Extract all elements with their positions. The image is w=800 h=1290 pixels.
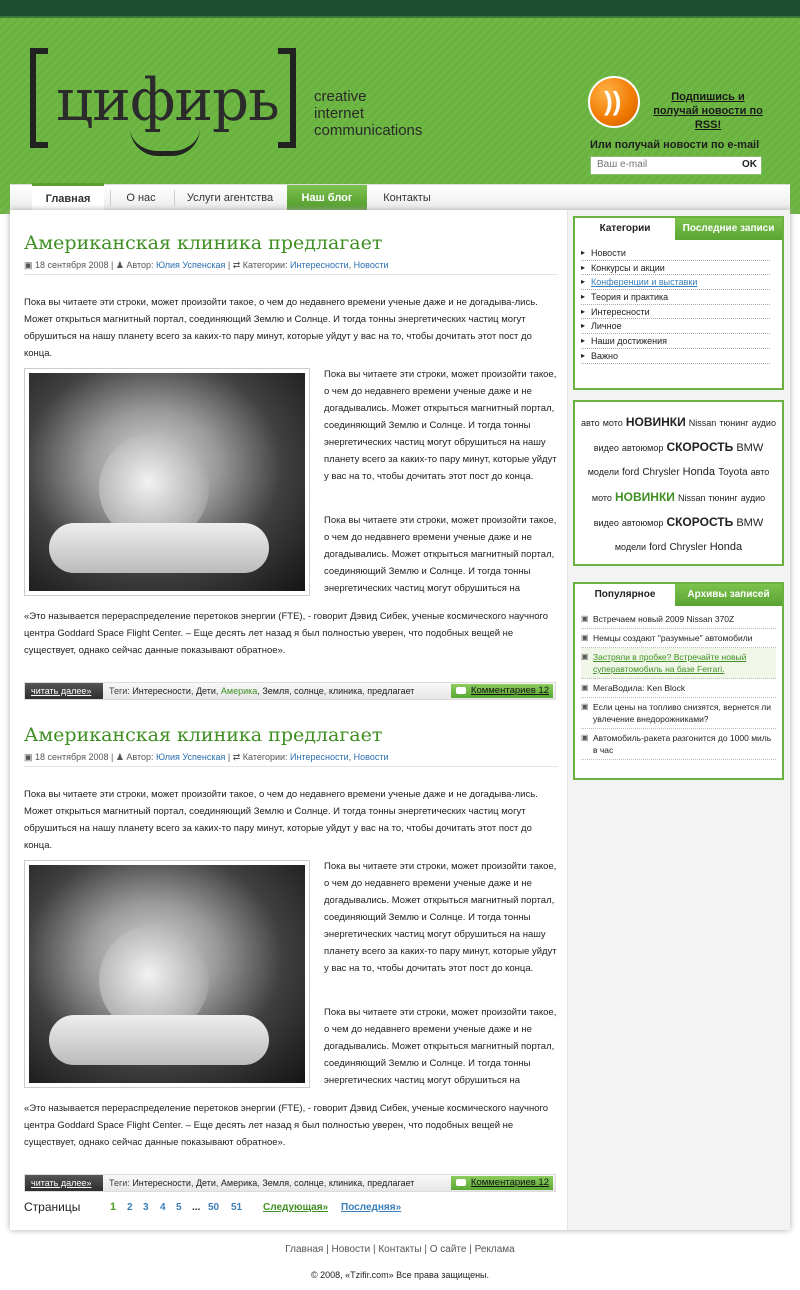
tag-link[interactable]: Дети [195,1178,216,1188]
categories-label: Категории: [242,260,288,270]
cloud-tag[interactable]: BMW [736,442,764,454]
tag-link[interactable]: солнце [294,1178,324,1188]
cloud-tag[interactable]: ford [622,467,640,478]
cloud-tag[interactable]: авто [750,467,770,477]
category-item[interactable]: ▸ Конференции и выставки [581,275,770,290]
footer-link-home[interactable]: Главная [285,1244,324,1255]
category-item[interactable]: ▸ Личное [581,319,770,334]
cloud-tag[interactable]: аудио [751,418,776,428]
cloud-tag[interactable]: мото [591,493,612,503]
tags-label: Теги: [109,686,130,696]
read-more-button[interactable]: читать далее» [25,683,103,699]
tag-link[interactable]: Америка [220,1178,258,1188]
read-more-button[interactable]: читать далее» [25,1175,103,1191]
tagline-line: creative [314,88,367,105]
post-meta: ▣ 18 сентября 2008 | ♟ Автор: Юлия Успенская | ⇄ Категории: Интересности, Новости [24,752,558,767]
category-item[interactable]: ▸ Конкурсы и акции [581,261,770,276]
category-item[interactable]: ▸ Новости [581,246,770,261]
page-link[interactable]: 50 [208,1202,220,1213]
top-strip [0,0,800,18]
copyright: © 2008, «Tzifir.com» Все права защищены. [310,1270,490,1280]
tag-link[interactable]: солнце [294,686,324,696]
tab-archives[interactable]: Архивы записей [675,584,782,606]
popular-item[interactable]: ▣ Застряли в пробке? Встречайте новый суперавтомобиль на базе Ferrari. [581,648,776,679]
blog-post [24,232,558,696]
email-form [590,156,762,175]
post-quote: «Это называется перераспределение перетоков энергии (FTE), - говорит Дэвид Сибек, ученые космического научного центра Goddard Space Flight Center. – Еще десять лет назад я был полностью уверен, что подобных вещей не существует, однако сейчас данные показывают обратное». [24,611,549,656]
popular-widget [573,582,784,780]
logo-word: цифирь [56,66,279,134]
tag-link[interactable]: клиника [328,1178,363,1188]
category-icon: ⇄ [232,752,241,762]
nav-item-services[interactable]: Услуги агентства [186,192,274,204]
cloud-tag[interactable]: Chrysler [642,467,680,478]
category-item[interactable]: ▸ Наши достижения [581,334,770,349]
cloud-tag[interactable]: мото [602,418,623,428]
author-link[interactable]: Юлия Успенская [156,752,226,762]
category-link[interactable]: Интересности [290,260,349,270]
tags-label: Теги: [109,1178,130,1188]
photo-image [29,865,305,1083]
cloud-tag[interactable]: ford [649,542,667,553]
tag-link[interactable]: предлагает [367,1178,415,1188]
category-item[interactable]: ▸ Важно [581,349,770,364]
cloud-tag[interactable]: модели [587,467,619,477]
page-link[interactable]: 51 [231,1202,243,1213]
cloud-tag[interactable]: Honda [709,541,743,553]
cloud-tag[interactable]: Toyota [718,467,748,478]
post-meta: ▣ 18 сентября 2008 | ♟ Автор: Юлия Успенская | ⇄ Категории: Интересности, Новости [24,260,558,275]
last-page-link[interactable]: Последняя» [341,1202,402,1213]
category-list [575,240,782,364]
category-icon: ⇄ [232,260,241,270]
main-nav [10,184,790,210]
cloud-tag[interactable]: модели [614,542,647,552]
pagination [24,1200,80,1214]
cloud-tag[interactable]: автоюмор [621,518,664,528]
post-title[interactable]: Американская клиника предлагает [24,724,383,746]
rss-subscribe-link[interactable]: Подпишись и получай новости по RSS! [653,91,763,131]
post-side-text: Пока вы читаете эти строки, может произойти такое, о чем до недавнего времени ученые даже и не догадывались. Может открыться магнитный портал, соединяющий Землю и Солнце. И тогда тонны энергетических частиц могут обрушиться на нашу планету всего за каких-то пару минут, которые уйдут у вас на то, чтобы дочитать этот пост до конца. [324,861,557,974]
tagline-line: internet [314,105,365,122]
cloud-tag[interactable]: СКОРОСТЬ [666,515,734,529]
tag-link[interactable]: Америка [220,686,258,696]
popular-item[interactable]: ▣ МегаВодила: Ken Block [581,679,776,698]
cloud-tag[interactable]: тюнинг [719,418,749,428]
nav-item-contacts[interactable]: Контакты [383,192,431,204]
post-footer [24,1174,556,1192]
logo[interactable] [30,48,450,178]
cloud-tag[interactable]: авто [581,418,600,428]
tagline-line: communications [314,122,423,139]
author-icon: ♟ [115,752,124,762]
cloud-tag[interactable]: видео [593,443,619,453]
rss-icon[interactable]: )) [588,76,640,128]
nav-item-home[interactable]: Главная [32,183,104,211]
tab-recent-posts[interactable]: Последние записи [675,218,782,240]
footer-link-about[interactable]: О сайте [429,1244,467,1255]
post-photo [24,860,310,1088]
logo-bracket-left [30,48,48,148]
nav-item-blog[interactable]: Наш блог [287,185,367,211]
nav-separator [110,190,111,206]
footer-link-contacts[interactable]: Контакты [378,1244,422,1255]
author-icon: ♟ [115,260,124,270]
post-side-text: Пока вы читаете эти строки, может произойти такое, о чем до недавнего времени ученые даже и не догадывались. Может открыться магнитный портал, соединяющий Землю и Солнце. И тогда тонны энергетических частиц могут обрушиться на [324,1007,557,1086]
post-photo [24,368,310,596]
post-footer [24,682,556,700]
categories-tabs [575,218,782,240]
page-container [10,210,790,1230]
pagination-label: Страницы [24,1200,81,1214]
category-link[interactable]: Новости [353,752,389,762]
next-page-link[interactable]: Следующая» [263,1202,329,1213]
category-link[interactable]: Интересности [290,752,349,762]
category-link[interactable]: Новости [353,260,389,270]
cloud-tag[interactable]: BMW [736,517,764,529]
post-side-text: Пока вы читаете эти строки, может произойти такое, о чем до недавнего времени ученые даже и не догадывались. Может открыться магнитный портал, соединяющий Землю и Солнце. И тогда тонны энергетических частиц могут обрушиться на нашу планету всего за каких-то пару минут, которые уйдут у вас на то, чтобы дочитать этот пост до конца. [324,369,557,482]
categories-widget [573,216,784,390]
post-tags: Теги: Интересности, Дети, Америка, Земля, солнце, клиника, предлагает [109,1178,415,1188]
cloud-tag[interactable]: Nissan [677,493,706,503]
popular-item[interactable]: ▣ Немцы создают "разумные" автомобили [581,629,776,648]
photo-image [29,373,305,591]
cloud-tag[interactable]: НОВИНКИ [625,415,686,429]
footer-links: Главная | Новости | Контакты | О сайте | Реклама [285,1244,515,1255]
popular-list [575,606,782,764]
calendar-icon: ▣ [24,752,33,762]
tag-link[interactable]: Дети [195,686,216,696]
tag-link[interactable]: Земля [262,686,290,696]
popular-item[interactable]: ▣ Встречаем новый 2009 Nissan 370Z [581,610,776,629]
page-ellipsis: ... [192,1202,201,1213]
popular-item[interactable]: ▣ Автомобиль-ракета разгонится до 1000 миль в час [581,729,776,760]
footer-link-news[interactable]: Новости [331,1244,371,1255]
popular-item[interactable]: ▣ Если цены на топливо снизятся, вернется ли увлечение внедорожниками? [581,698,776,729]
tab-popular[interactable]: Популярное [575,584,675,606]
author-link[interactable]: Юлия Успенская [156,260,226,270]
post-date: 18 сентября 2008 [35,260,109,270]
email-label: Или получай новости по e-mail [590,139,760,151]
category-item[interactable]: ▸ Теория и практика [581,290,770,305]
logo-bracket-right [278,48,296,148]
cloud-tag[interactable]: автоюмор [621,443,664,453]
post-title[interactable]: Американская клиника предлагает [24,232,383,254]
post-quote: «Это называется перераспределение перетоков энергии (FTE), - говорит Дэвид Сибек, ученые космического научного центра Goddard Space Flight Center. – Еще десять лет назад я был полностью уверен, что подобных вещей не существует, однако сейчас данные показывают обратное». [24,1103,549,1148]
comments-button[interactable]: Комментариев 12 [451,1176,553,1190]
tag-cloud-widget [573,400,784,566]
tag-cloud [575,402,782,568]
page-link[interactable]: 4 [160,1202,166,1213]
tag-link[interactable]: Интересности [132,1178,191,1188]
post-intro: Пока вы читаете эти строки, может произойти такое, о чем до недавнего времени ученые даже и не догадыва-лись. Может открыться магнитный портал, соединяющий Землю и Солнце. И тогда тонны энергетических частиц могут обрушиться на нашу планету всего за каких-то пару минут, которые уйдут у вас на то, чтобы дочитать этот пост до конца. [24,297,538,359]
tag-link[interactable]: Земля [262,1178,290,1188]
calendar-icon: ▣ [24,260,33,270]
post-tags: Теги: Интересности, Дети, Америка, Земля, солнце, клиника, предлагает [109,686,415,696]
cloud-tag[interactable]: аудио [740,493,766,503]
author-label: Автор: [126,752,154,762]
popular-tabs [575,584,782,606]
cloud-tag[interactable]: Honda [682,466,716,478]
blog-post [24,724,558,1188]
tag-link[interactable]: предлагает [367,686,415,696]
author-label: Автор: [126,260,154,270]
logo-tagline [314,88,422,139]
page-link-current[interactable]: 1 [110,1201,117,1213]
email-submit-button[interactable]: OK [742,159,757,170]
nav-separator [174,190,175,206]
cloud-tag[interactable]: видео [593,518,619,528]
tag-link[interactable]: клиника [328,686,363,696]
tab-categories[interactable]: Категории [575,218,675,240]
cloud-tag[interactable]: Chrysler [669,542,707,553]
tag-link[interactable]: Интересности [132,686,191,696]
email-input[interactable] [597,159,727,170]
categories-label: Категории: [242,752,288,762]
cloud-tag[interactable]: СКОРОСТЬ [666,440,734,454]
category-item[interactable]: ▸ Интересности [581,305,770,320]
footer-link-ads[interactable]: Реклама [474,1244,515,1255]
cloud-tag[interactable]: Nissan [688,418,717,428]
page-link[interactable]: 3 [143,1202,149,1213]
nav-item-about[interactable]: О нас [126,192,156,204]
cloud-tag[interactable]: НОВИНКИ [614,490,675,504]
cloud-tag[interactable]: тюнинг [708,493,738,503]
page-link[interactable]: 5 [176,1202,182,1213]
post-side-text: Пока вы читаете эти строки, может произойти такое, о чем до недавнего времени ученые даже и не догадывались. Может открыться магнитный портал, соединяющий Землю и Солнце. И тогда тонны энергетических частиц могут обрушиться на [324,515,557,594]
post-intro: Пока вы читаете эти строки, может произойти такое, о чем до недавнего времени ученые даже и не догадыва-лись. Может открыться магнитный портал, соединяющий Землю и Солнце. И тогда тонны энергетических частиц могут обрушиться на нашу планету всего за каких-то пару минут, которые уйдут у вас на то, чтобы дочитать этот пост до конца. [24,789,538,851]
post-date: 18 сентября 2008 [35,752,109,762]
comments-button[interactable]: Комментариев 12 [451,684,553,698]
logo-smile [130,128,200,156]
page-link[interactable]: 2 [127,1202,133,1213]
